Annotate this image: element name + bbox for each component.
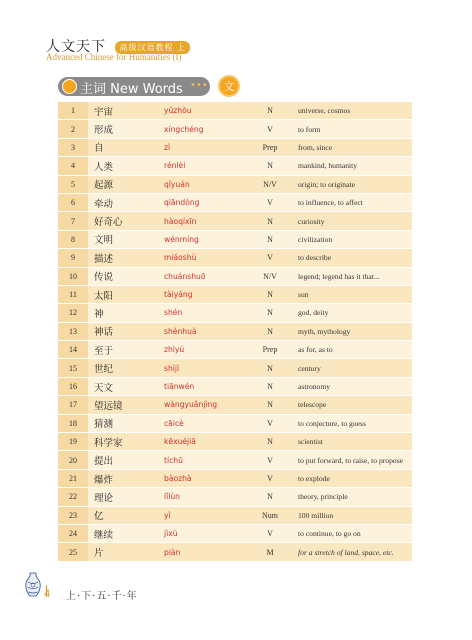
vocab-pinyin: rénlèi (160, 157, 250, 175)
vocab-row (58, 469, 412, 487)
vocab-pinyin: shìjì (160, 359, 250, 377)
vocab-row (58, 304, 412, 322)
vocab-part-of-speech: V (250, 469, 290, 487)
vocab-part-of-speech: N (250, 377, 290, 395)
vocab-pinyin: wénmíng (160, 230, 250, 248)
vocab-row (58, 524, 412, 542)
vocab-row (58, 341, 412, 359)
vocab-definition: telescope (290, 396, 412, 414)
vocab-hanzi: 天文 (88, 377, 160, 395)
vocab-hanzi: 神话 (88, 322, 160, 340)
section-emblem-icon: 文 (218, 75, 240, 97)
vocab-row (58, 230, 412, 248)
vocab-number: 5 (58, 175, 88, 193)
vocab-part-of-speech: V (250, 451, 290, 469)
vocab-row (58, 543, 412, 561)
vocab-number: 19 (58, 433, 88, 451)
vocab-definition: theory, principle (290, 488, 412, 506)
vocab-pinyin: tàiyáng (160, 285, 250, 303)
vocab-part-of-speech: V (250, 524, 290, 542)
vocab-row (58, 193, 412, 211)
vocab-number: 14 (58, 341, 88, 359)
vocab-part-of-speech: V (250, 249, 290, 267)
vocab-hanzi: 人类 (88, 157, 160, 175)
vocab-hanzi: 提出 (88, 451, 160, 469)
vocab-hanzi: 继续 (88, 524, 160, 542)
section-bullet-icon (62, 79, 77, 94)
vocab-part-of-speech: N (250, 433, 290, 451)
vocab-row (58, 377, 412, 395)
vocab-pinyin: bàozhà (160, 469, 250, 487)
vocab-number: 21 (58, 469, 88, 487)
vocab-hanzi: 牵动 (88, 193, 160, 211)
vocab-definition: from, since (290, 138, 412, 156)
vocab-hanzi: 好奇心 (88, 212, 160, 230)
vocab-pinyin: zhìyú (160, 341, 250, 359)
vocab-definition: scientist (290, 433, 412, 451)
vocab-hanzi: 科学家 (88, 433, 160, 451)
vocab-hanzi: 文明 (88, 230, 160, 248)
vocab-definition: as for, as to (290, 341, 412, 359)
vocab-definition: to put forward, to raise, to propose (290, 451, 412, 469)
vocab-number: 22 (58, 488, 88, 506)
vocab-number: 8 (58, 230, 88, 248)
vocab-number: 1 (58, 102, 88, 120)
vocab-definition: 100 million (290, 506, 412, 524)
vocab-hanzi: 宇宙 (88, 102, 160, 120)
book-subtitle: Advanced Chinese for Humanities (I) (46, 52, 182, 62)
vocab-pinyin: tíchū (160, 451, 250, 469)
vocab-number: 3 (58, 138, 88, 156)
vocab-number: 13 (58, 322, 88, 340)
vocab-hanzi: 传说 (88, 267, 160, 285)
vocab-row (58, 102, 412, 120)
vocab-pinyin: shén (160, 304, 250, 322)
vocab-hanzi: 太阳 (88, 285, 160, 303)
vocab-part-of-speech: V (250, 120, 290, 138)
vocab-part-of-speech: Prep (250, 341, 290, 359)
vocab-number: 16 (58, 377, 88, 395)
vocab-pinyin: tiānwén (160, 377, 250, 395)
vocab-number: 2 (58, 120, 88, 138)
vocab-hanzi: 片 (88, 543, 160, 561)
vocab-definition: century (290, 359, 412, 377)
vase-icon (24, 572, 42, 598)
vocab-definition: to conjecture, to guess (290, 414, 412, 432)
vocab-part-of-speech: V (250, 414, 290, 432)
vocab-pinyin: qǐyuán (160, 175, 250, 193)
vocab-row (58, 120, 412, 138)
vocab-row (58, 249, 412, 267)
page-number: 4 (44, 588, 51, 600)
vocab-row (58, 359, 412, 377)
vocab-number: 10 (58, 267, 88, 285)
vocab-part-of-speech: M (250, 543, 290, 561)
vocab-pinyin: cāicè (160, 414, 250, 432)
vocab-hanzi: 至于 (88, 341, 160, 359)
vocab-part-of-speech: N (250, 488, 290, 506)
vocab-number: 4 (58, 157, 88, 175)
vocab-pinyin: xíngchéng (160, 120, 250, 138)
vocab-hanzi: 形成 (88, 120, 160, 138)
vocab-definition: civilization (290, 230, 412, 248)
vocab-row (58, 157, 412, 175)
vocab-row (58, 285, 412, 303)
vocab-part-of-speech: N (250, 102, 290, 120)
vocab-part-of-speech: Prep (250, 138, 290, 156)
vocab-part-of-speech: N (250, 230, 290, 248)
vocab-part-of-speech: N (250, 285, 290, 303)
vocab-pinyin: wàngyuǎnjìng (160, 396, 250, 414)
vocab-pinyin: qiāndòng (160, 193, 250, 211)
vocab-definition: to explode (290, 469, 412, 487)
vocab-hanzi: 自 (88, 138, 160, 156)
vocab-row (58, 396, 412, 414)
vocab-part-of-speech: N/V (250, 267, 290, 285)
vocab-number: 25 (58, 543, 88, 561)
vocab-definition: god, deity (290, 304, 412, 322)
vocab-definition: legend; legend has it that... (290, 267, 412, 285)
vocab-part-of-speech: V (250, 193, 290, 211)
vocab-row (58, 267, 412, 285)
vocab-hanzi: 亿 (88, 506, 160, 524)
vocab-definition: astronomy (290, 377, 412, 395)
vocab-number: 11 (58, 285, 88, 303)
vocab-definition: curiosity (290, 212, 412, 230)
vocab-definition: universe, cosmos (290, 102, 412, 120)
vocab-number: 9 (58, 249, 88, 267)
book-badge: 高级汉语教程 上 (115, 41, 190, 54)
vocab-number: 20 (58, 451, 88, 469)
vocab-pinyin: yì (160, 506, 250, 524)
vocab-pinyin: zì (160, 138, 250, 156)
vocab-hanzi: 描述 (88, 249, 160, 267)
vocabulary-table (58, 102, 412, 562)
vocab-number: 18 (58, 414, 88, 432)
vocab-pinyin: hàoqíxīn (160, 212, 250, 230)
vocab-number: 6 (58, 193, 88, 211)
vocab-number: 17 (58, 396, 88, 414)
vocab-definition: origin; to originate (290, 175, 412, 193)
vocab-row (58, 414, 412, 432)
vocab-pinyin: yǔzhòu (160, 102, 250, 120)
vocab-pinyin: kēxuéjiā (160, 433, 250, 451)
vocab-definition: myth, mythology (290, 322, 412, 340)
vocab-definition: to form (290, 120, 412, 138)
vocab-row (58, 212, 412, 230)
series-title: 上·下·五·千·年 (66, 591, 138, 602)
vocab-pinyin: shénhuà (160, 322, 250, 340)
vocab-definition: to influence, to affect (290, 193, 412, 211)
vocab-hanzi: 起源 (88, 175, 160, 193)
vocab-pinyin: piàn (160, 543, 250, 561)
vocab-hanzi: 神 (88, 304, 160, 322)
vocab-pinyin: lǐlùn (160, 488, 250, 506)
vocab-hanzi: 世纪 (88, 359, 160, 377)
vocab-part-of-speech: Num (250, 506, 290, 524)
vocab-pinyin: chuánshuō (160, 267, 250, 285)
vocab-row (58, 433, 412, 451)
vocab-row (58, 488, 412, 506)
vocab-definition: mankind, humanity (290, 157, 412, 175)
section-title: 主词 New Words (80, 82, 183, 97)
vocab-definition: to describe (290, 249, 412, 267)
vocab-part-of-speech: N (250, 322, 290, 340)
vocab-hanzi: 爆炸 (88, 469, 160, 487)
vocab-pinyin: miáoshù (160, 249, 250, 267)
book-title-text: 人文天下 (46, 39, 106, 55)
vocab-hanzi: 理论 (88, 488, 160, 506)
vocab-row (58, 138, 412, 156)
vocab-hanzi: 望远镜 (88, 396, 160, 414)
vocab-row (58, 175, 412, 193)
vocab-part-of-speech: N (250, 359, 290, 377)
vocab-number: 7 (58, 212, 88, 230)
vocab-row (58, 506, 412, 524)
vocab-number: 15 (58, 359, 88, 377)
vocab-pinyin: jìxù (160, 524, 250, 542)
vocab-part-of-speech: N/V (250, 175, 290, 193)
vocab-part-of-speech: N (250, 212, 290, 230)
vocab-part-of-speech: N (250, 304, 290, 322)
vocab-part-of-speech: N (250, 157, 290, 175)
section-dots-decoration: ••• (190, 80, 208, 91)
vocab-number: 23 (58, 506, 88, 524)
vocab-definition: for a stretch of land, space, etc. (290, 543, 412, 561)
vocab-number: 12 (58, 304, 88, 322)
vocab-hanzi: 猜测 (88, 414, 160, 432)
vocab-number: 24 (58, 524, 88, 542)
vocab-part-of-speech: N (250, 396, 290, 414)
vocab-row (58, 322, 412, 340)
vocab-definition: to continue, to go on (290, 524, 412, 542)
vocab-row (58, 451, 412, 469)
vocab-definition: sun (290, 285, 412, 303)
